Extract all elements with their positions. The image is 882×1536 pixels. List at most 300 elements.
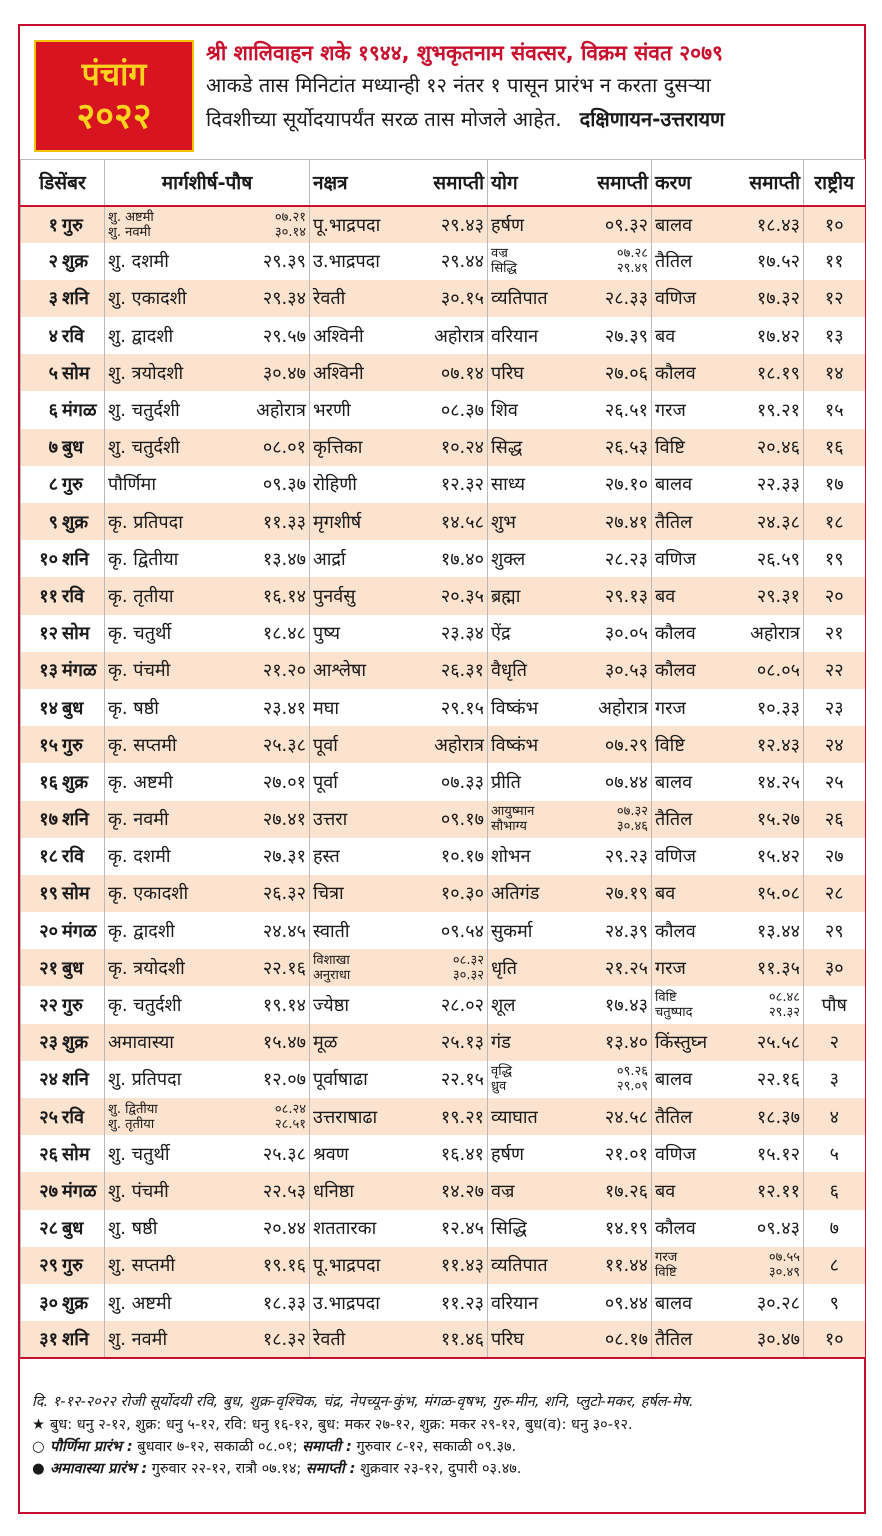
yoga-pair: [491, 658, 648, 682]
date-cell: [21, 503, 105, 540]
national-date: १२: [804, 280, 865, 317]
col-national: राष्ट्रीय: [804, 160, 865, 206]
tithi-cell: [105, 243, 310, 280]
date-cell: [21, 838, 105, 875]
karan-end: २९.३१: [756, 585, 800, 607]
nakshatra-end: २६.३१: [440, 660, 484, 682]
weekday: बुध: [62, 957, 84, 979]
yoga-end: ३०.०५: [604, 623, 648, 645]
tithi-name-line: शु. अष्टमी: [108, 209, 154, 225]
yoga-end: २९.२३: [604, 846, 648, 868]
table-row: [21, 652, 865, 689]
tithi-name: कृ. दशमी: [108, 846, 171, 868]
yoga-end: २७.०६: [604, 362, 648, 384]
date-number: ३०: [39, 1292, 58, 1314]
karan-pair: [655, 1105, 800, 1129]
weekday: गुरु: [62, 474, 83, 496]
karan-name: [655, 990, 693, 1020]
karan-name: गरज: [655, 697, 686, 719]
karan-pair: [655, 510, 800, 534]
yoga-pair: [491, 1179, 648, 1203]
karan-pair: [655, 733, 800, 757]
page-title: श्री शालिवाहन शके १९४४, शुभकृतनाम संवत्सर, विक्रम संवत २०७९: [206, 41, 723, 65]
karan-end: ११.३५: [756, 957, 800, 979]
tithi-cell: [105, 354, 310, 391]
national-date: ३: [804, 1061, 865, 1098]
tithi-pair: [108, 435, 306, 459]
nakshatra-end: २९.४३: [440, 214, 484, 236]
yoga-end: ०९.४४: [604, 1292, 648, 1314]
tithi-end: २२.५३: [262, 1180, 306, 1202]
yoga-name: हर्षण: [491, 214, 524, 236]
karan-name: बव: [655, 883, 676, 905]
tithi-pair: [108, 584, 306, 608]
table-row: [21, 875, 865, 912]
yoga-end-line: ०९.२६: [616, 1064, 648, 1080]
karan-cell: [652, 912, 804, 949]
karan-end: १७.५२: [756, 251, 800, 273]
yoga-end-line: ३०.४६: [616, 819, 648, 835]
date-cell: [21, 243, 105, 280]
karan-name-line: विष्टि: [655, 1265, 677, 1281]
yoga-end: २७.३९: [604, 325, 648, 347]
weekday: मंगळ: [62, 660, 97, 682]
tithi-pair: [108, 324, 306, 348]
karan-pair: [655, 621, 800, 645]
yoga-cell: [488, 986, 652, 1023]
karan-cell: [652, 689, 804, 726]
karan-pair: [655, 547, 800, 571]
tithi-end: ०८.०१: [262, 437, 306, 459]
nakshatra-end: ३०.१५: [440, 288, 484, 310]
tithi-end: १८.३३: [262, 1292, 306, 1314]
purnima-end-label: समाप्ती :: [302, 1439, 352, 1455]
date-number: ३: [48, 288, 58, 310]
tithi-cell: [105, 726, 310, 763]
yoga-pair: [491, 246, 648, 276]
karan-end: १५.०८: [756, 883, 800, 905]
date-number: २३: [39, 1032, 58, 1054]
yoga-pair: [491, 1064, 648, 1094]
national-date: २७: [804, 838, 865, 875]
tithi-end: २४.४५: [262, 920, 306, 942]
nakshatra-name: रेवती: [313, 1329, 346, 1351]
date-cell: [21, 986, 105, 1023]
col-nakshatra: [310, 160, 488, 206]
karan-name: तैतिल: [655, 1106, 693, 1128]
tithi-end: १८.३२: [262, 1329, 306, 1351]
table-row: [21, 615, 865, 652]
yoga-name: व्याघात: [491, 1106, 538, 1128]
yoga-end-line: २९.४९: [616, 261, 648, 277]
nakshatra-name: आर्द्रा: [313, 548, 346, 570]
tithi-end: २६.३२: [262, 883, 306, 905]
yoga-pair: [491, 733, 648, 757]
karan-name: गरज: [655, 400, 686, 422]
table-row: [21, 243, 865, 280]
transits-text: बुध: धनु २-१२, शुक्र: धनु ५-१२, रवि: धनु १६-१२, बुध: मकर २७-१२, शुक्र: मकर २९-१२, बुध(व): धनु ३०-१२.: [50, 1417, 633, 1433]
tithi-end: २२.१६: [262, 957, 306, 979]
yoga-cell: [488, 949, 652, 986]
national-date: ५: [804, 1135, 865, 1172]
date-cell: [21, 1284, 105, 1321]
date-number: २५: [39, 1106, 58, 1128]
tithi-end: १३.४७: [262, 548, 306, 570]
tithi-end: [275, 210, 306, 240]
nakshatra-cell: [310, 1135, 488, 1172]
yoga-name: अतिगंड: [491, 883, 540, 905]
tithi-pair: [108, 1291, 306, 1315]
nakshatra-end: ०९.१७: [440, 809, 484, 831]
nakshatra-end: २९.४४: [440, 251, 484, 273]
table-header-row: [21, 160, 865, 206]
weekday: बुध: [62, 697, 84, 719]
nakshatra-cell: [310, 1284, 488, 1321]
karan-pair: [655, 398, 800, 422]
national-date: १५: [804, 391, 865, 428]
tithi-pair: [108, 547, 306, 571]
karan-cell: [652, 280, 804, 317]
karan-pair: [655, 249, 800, 273]
yoga-name: वरियान: [491, 325, 539, 347]
tithi-name: कृ. चतुर्थी: [108, 623, 172, 645]
date-cell: [21, 1061, 105, 1098]
nakshatra-cell: [310, 1210, 488, 1247]
tithi-pair: [108, 696, 306, 720]
karan-cell: [652, 206, 804, 243]
karan-end: २६.५९: [756, 548, 800, 570]
karan-pair: [655, 584, 800, 608]
tithi-name-line: शु. द्वितीया: [108, 1101, 158, 1117]
yoga-end: २४.३९: [604, 920, 648, 942]
nakshatra-pair: [313, 1105, 484, 1129]
yoga-end-line: ०७.२८: [616, 246, 648, 262]
date-number: ९: [48, 511, 58, 533]
nakshatra-end: १०.२४: [440, 437, 484, 459]
nakshatra-end: १०.३०: [440, 883, 484, 905]
date-number: ६: [48, 400, 58, 422]
karan-cell: [652, 391, 804, 428]
tithi-name: कृ. अष्टमी: [108, 771, 173, 793]
date-cell: [21, 763, 105, 800]
karan-cell: [652, 726, 804, 763]
nakshatra-pair: [313, 547, 484, 571]
karan-name: बालव: [655, 771, 693, 793]
nakshatra-end: १७.४०: [440, 548, 484, 570]
karan-cell: [652, 429, 804, 466]
nakshatra-end: १४.५८: [440, 511, 484, 533]
yoga-end: २६.५१: [604, 400, 648, 422]
karan-end: [769, 1250, 800, 1280]
col-tithi: मार्गशीर्ष-पौष: [105, 160, 310, 206]
yoga-name-line: सिद्धि: [491, 261, 517, 277]
nakshatra-end: [453, 953, 484, 983]
date-cell: [21, 912, 105, 949]
karan-name: बालव: [655, 1069, 693, 1091]
nakshatra-pair: [313, 584, 484, 608]
yoga-name-line: ध्रुव: [491, 1079, 507, 1095]
karan-cell: [652, 1061, 804, 1098]
karan-end-line: ३०.४९: [768, 1265, 800, 1281]
karan-cell: [652, 1172, 804, 1209]
nakshatra-cell: [310, 1024, 488, 1061]
tithi-name: शु. अष्टमी: [108, 1292, 172, 1314]
tithi-cell: [105, 206, 310, 243]
karan-end: १५.२७: [756, 809, 800, 831]
date-cell: [21, 801, 105, 838]
col-karan-end: समाप्ती: [749, 172, 800, 195]
tithi-name: शु. प्रतिपदा: [108, 1069, 182, 1091]
nakshatra-name: मृगशीर्ष: [313, 511, 362, 533]
karan-pair: [655, 361, 800, 385]
tithi-end: २९.३९: [262, 251, 306, 273]
tithi-name: [108, 1102, 158, 1132]
karan-name: कौलव: [655, 1218, 696, 1240]
nakshatra-pair: [313, 361, 484, 385]
karan-cell: [652, 615, 804, 652]
karan-end: १८.१९: [756, 362, 800, 384]
karan-end: १८.४३: [756, 214, 800, 236]
tithi-end: १९.१६: [262, 1255, 306, 1277]
karan-end: १४.२५: [756, 771, 800, 793]
tithi-name: कृ. प्रतिपदा: [108, 511, 183, 533]
yoga-end: ०९.३२: [604, 214, 648, 236]
purnima-start: बुधवार ७-१२, सकाळी ०८.०१;: [137, 1439, 298, 1455]
yoga-cell: [488, 1210, 652, 1247]
nakshatra-name: ज्येष्ठा: [313, 995, 349, 1017]
yoga-cell: [488, 317, 652, 354]
weekday: बुध: [62, 437, 84, 459]
tithi-pair: [108, 510, 306, 534]
table-row: [21, 801, 865, 838]
yoga-cell: [488, 652, 652, 689]
yoga-cell: [488, 503, 652, 540]
tithi-end: २३.४१: [262, 697, 306, 719]
yoga-pair: [491, 1253, 648, 1277]
tithi-end-line: ०८.२४: [274, 1101, 306, 1117]
weekday: सोम: [62, 883, 90, 905]
yoga-pair: [491, 324, 648, 348]
national-date: २: [804, 1024, 865, 1061]
karan-name: वणिज: [655, 288, 697, 310]
national-date: २९: [804, 912, 865, 949]
date-cell: [21, 429, 105, 466]
karan-pair: [655, 1142, 800, 1166]
karan-cell: [652, 1135, 804, 1172]
karan-end-line: ०७.५५: [768, 1250, 800, 1266]
weekday: मंगळ: [62, 400, 97, 422]
karan-pair: [655, 1291, 800, 1315]
nakshatra-pair: [313, 881, 484, 905]
transits-note: [32, 1414, 854, 1436]
nakshatra-pair: [313, 733, 484, 757]
nakshatra-end: २५.१३: [440, 1032, 484, 1054]
nakshatra-pair: [313, 1291, 484, 1315]
nakshatra-name: उ.भाद्रपदा: [313, 251, 380, 273]
national-date: २३: [804, 689, 865, 726]
yoga-pair: [491, 1327, 648, 1351]
karan-pair: [655, 658, 800, 682]
nakshatra-end: ११.२३: [440, 1292, 484, 1314]
nakshatra-pair: [313, 1216, 484, 1240]
tithi-pair: [108, 286, 306, 310]
karan-pair: [655, 472, 800, 496]
nakshatra-name: मघा: [313, 697, 340, 719]
yoga-name: वज्र: [491, 1180, 515, 1202]
yoga-end: [617, 246, 648, 276]
karan-name: तैतिल: [655, 809, 693, 831]
yoga-end: अहोरात्र: [598, 697, 648, 719]
tithi-end-line: २८.५१: [274, 1116, 306, 1132]
date-number: ३१: [39, 1329, 58, 1351]
date-cell: [21, 652, 105, 689]
nakshatra-cell: [310, 801, 488, 838]
nakshatra-name: अश्विनी: [313, 325, 364, 347]
tithi-end: २७.४१: [262, 809, 306, 831]
tithi-pair: [108, 472, 306, 496]
table-row: [21, 912, 865, 949]
nakshatra-name: उ.भाद्रपदा: [313, 1292, 380, 1314]
yoga-name-line: वज्र: [491, 246, 508, 262]
karan-pair: [655, 881, 800, 905]
karan-pair: [655, 435, 800, 459]
logo-title: पंचांग: [81, 55, 147, 93]
nakshatra-pair: [313, 1142, 484, 1166]
nakshatra-end: अहोरात्र: [434, 325, 484, 347]
yoga-name-line: वृद्धि: [491, 1064, 512, 1080]
yoga-end: २८.३३: [604, 288, 648, 310]
karan-pair: [655, 807, 800, 831]
tithi-name: शु. पंचमी: [108, 1180, 169, 1202]
yoga-pair: [491, 844, 648, 868]
karan-name: बव: [655, 1180, 676, 1202]
tithi-name: कृ. द्वादशी: [108, 920, 175, 942]
header-description-1: आकडे तास मिनिटांत मध्यान्ही १२ नंतर १ पासून प्रारंभ न करता दुसऱ्या: [206, 73, 711, 97]
nakshatra-name: आश्लेषा: [313, 660, 367, 682]
date-number: २४: [39, 1069, 58, 1091]
national-date: ८: [804, 1247, 865, 1284]
karan-name: बालव: [655, 474, 693, 496]
weekday: मंगळ: [62, 920, 97, 942]
yoga-pair: [491, 804, 648, 834]
header-description-2-text: दिवशीच्या सूर्योदयापर्यंत सरळ तास मोजले आहेत.: [206, 107, 562, 131]
tithi-cell: [105, 615, 310, 652]
tithi-name: कृ. नवमी: [108, 809, 169, 831]
yoga-pair: [491, 621, 648, 645]
tithi-pair: [108, 1253, 306, 1277]
yoga-cell: [488, 1172, 652, 1209]
tithi-name: कृ. चतुर्दशी: [108, 995, 182, 1017]
yoga-end: २१.०१: [604, 1143, 648, 1165]
nakshatra-name: श्रवण: [313, 1143, 349, 1165]
karan-pair: [655, 1067, 800, 1091]
amavasya-end: शुक्रवार २३-१२, दुपारी ०३.४७.: [360, 1461, 522, 1477]
tithi-cell: [105, 1247, 310, 1284]
yoga-cell: [488, 391, 652, 428]
karan-pair: [655, 286, 800, 310]
karan-cell: [652, 1284, 804, 1321]
karan-name: वणिज: [655, 548, 697, 570]
karan-cell: [652, 801, 804, 838]
nakshatra-pair: [313, 658, 484, 682]
date-cell: [21, 726, 105, 763]
nakshatra-name: स्वाती: [313, 920, 350, 942]
yoga-name: साध्य: [491, 474, 526, 496]
nakshatra-cell: [310, 763, 488, 800]
yoga-name: प्रीति: [491, 771, 521, 793]
nakshatra-end-line: ०८.३२: [452, 952, 484, 968]
nakshatra-pair: [313, 696, 484, 720]
table-row: [21, 206, 865, 243]
karan-name: बव: [655, 585, 676, 607]
weekday: शनि: [62, 548, 89, 570]
yoga-name: धृति: [491, 957, 517, 979]
weekday: शुक्र: [62, 1292, 89, 1314]
tithi-name: पौर्णिमा: [108, 474, 156, 496]
table-row: [21, 354, 865, 391]
tithi-pair: [108, 658, 306, 682]
karan-end: ०८.०५: [756, 660, 800, 682]
yoga-cell: [488, 763, 652, 800]
nakshatra-end-line: ३०.३२: [452, 967, 484, 983]
tithi-end: अहोरात्र: [256, 400, 306, 422]
karan-cell: [652, 763, 804, 800]
karan-pair: [655, 1030, 800, 1054]
table-row: [21, 763, 865, 800]
tithi-pair: [108, 1067, 306, 1091]
weekday: शनि: [62, 1329, 89, 1351]
weekday: बुध: [62, 1218, 84, 1240]
table-row: [21, 1321, 865, 1358]
nakshatra-end: ०७.१४: [440, 362, 484, 384]
weekday: सोम: [62, 623, 90, 645]
nakshatra-cell: [310, 726, 488, 763]
karan-name: विष्टि: [655, 734, 685, 756]
karan-name: कौलव: [655, 623, 696, 645]
logo: [34, 40, 194, 152]
nakshatra-cell: [310, 1247, 488, 1284]
tithi-end: २९.५७: [262, 325, 306, 347]
weekday: शुक्र: [62, 251, 89, 273]
national-date: १६: [804, 429, 865, 466]
yoga-cell: [488, 838, 652, 875]
nakshatra-pair: [313, 1179, 484, 1203]
karan-end: २२.१६: [756, 1069, 800, 1091]
amavasya-note: [32, 1458, 854, 1480]
yoga-name: सिद्धि: [491, 1218, 527, 1240]
col-nakshatra-label: नक्षत्र: [313, 172, 348, 195]
karan-cell: [652, 466, 804, 503]
karan-cell: [652, 838, 804, 875]
nakshatra-name: भरणी: [313, 400, 351, 422]
tithi-cell: [105, 1098, 310, 1135]
tithi-cell: [105, 838, 310, 875]
yoga-end: २७.१०: [604, 474, 648, 496]
tithi-name: कृ. सप्तमी: [108, 734, 177, 756]
tithi-pair: [108, 993, 306, 1017]
tithi-pair: [108, 881, 306, 905]
karan-name: वणिज: [655, 846, 697, 868]
nakshatra-cell: [310, 354, 488, 391]
tithi-pair: [108, 919, 306, 943]
yoga-pair: [491, 510, 648, 534]
nakshatra-end: ११.४६: [440, 1329, 484, 1351]
karan-cell: [652, 986, 804, 1023]
national-date: १९: [804, 540, 865, 577]
nakshatra-pair: [313, 435, 484, 459]
yoga-cell: [488, 1321, 652, 1358]
nakshatra-name: उत्तराषाढा: [313, 1106, 378, 1128]
